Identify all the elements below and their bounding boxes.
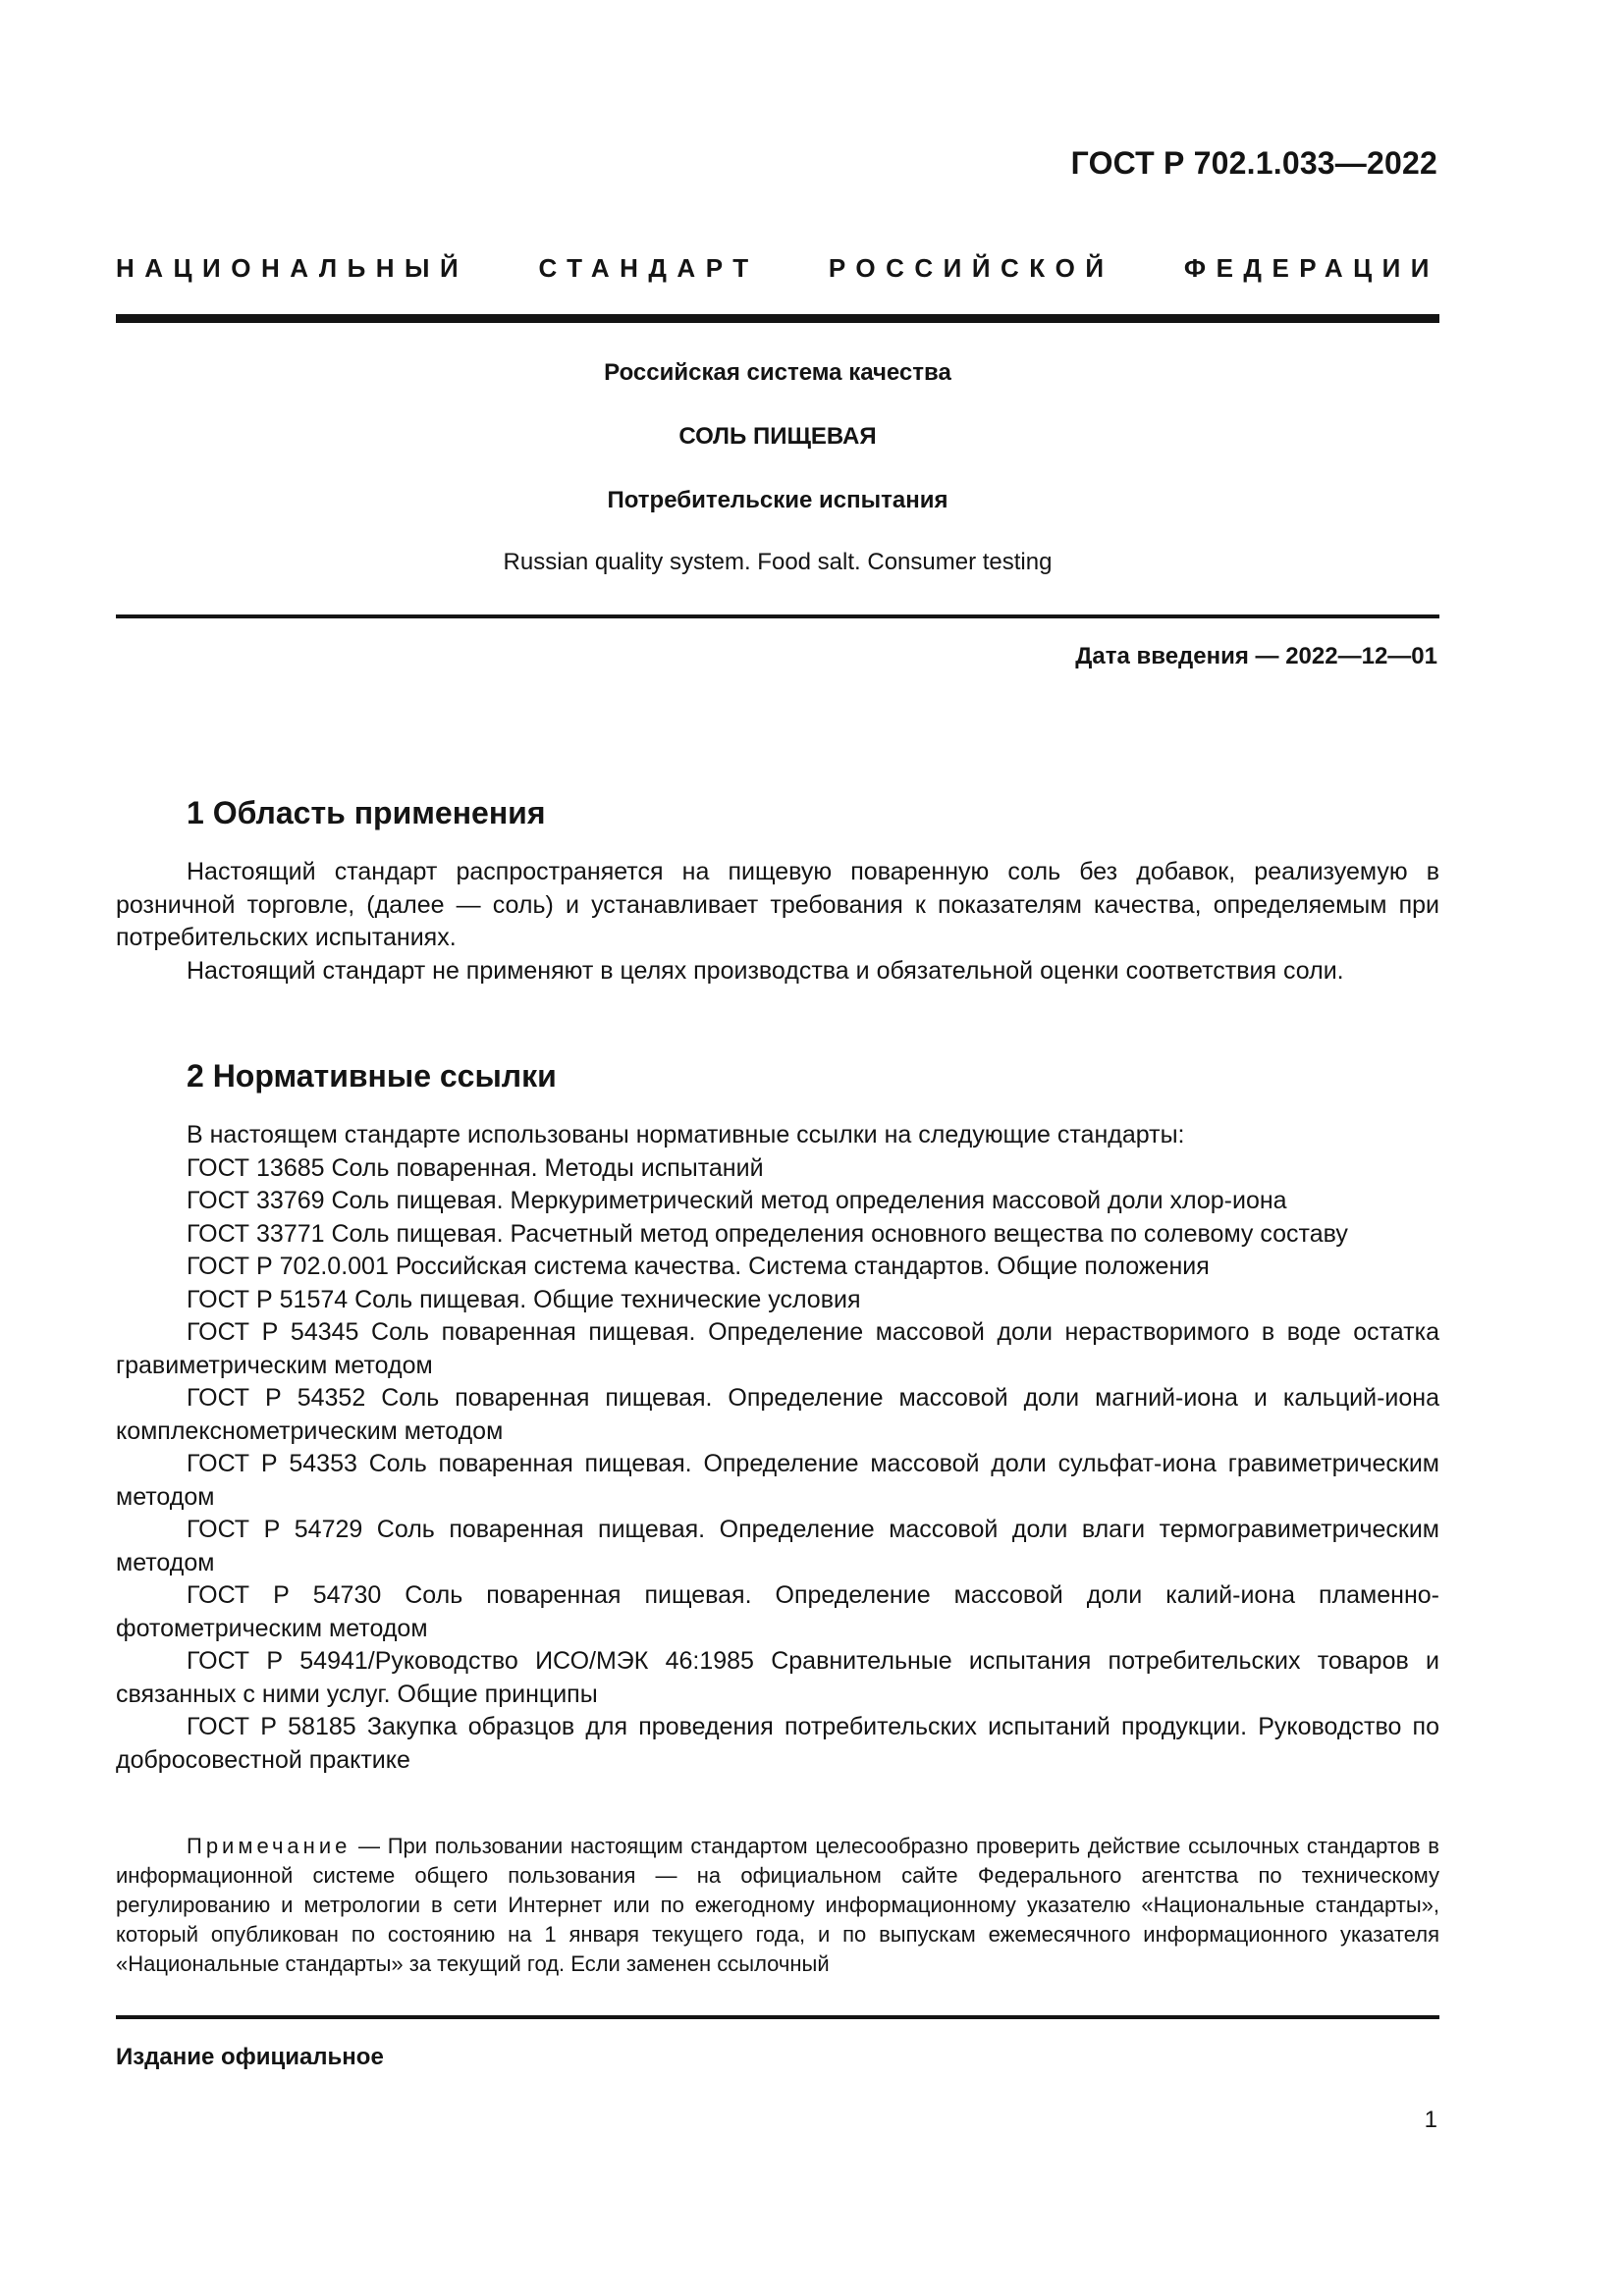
reference-item: ГОСТ 13685 Соль поваренная. Методы испытаний (187, 1153, 764, 1182)
official-edition-label: Издание официальное (116, 2044, 384, 2070)
footer-divider (116, 2015, 1439, 2019)
reference-item: ГОСТ Р 54941/Руководство ИСО/МЭК 46:1985 Сравнительные испытания потребительских товаров и связанных с ними услуг. Общие принципы (116, 1647, 1439, 1708)
reference-item: ГОСТ Р 54729 Соль поваренная пищевая. Определение массовой доли влаги термогравиметрическим методом (116, 1516, 1439, 1576)
introduction-date: Дата введения — 2022—12—01 (1075, 643, 1437, 669)
document-code: ГОСТ Р 702.1.033—2022 (1070, 145, 1437, 181)
reference-item: ГОСТ Р 702.0.001 Российская система качества. Система стандартов. Общие положения (187, 1253, 1210, 1280)
standard-title: СОЛЬ ПИЩЕВАЯ (678, 423, 877, 450)
reference-item: ГОСТ Р 58185 Закупка образцов для проведения потребительских испытаний продукции. Руководство по добросовестной практике (116, 1713, 1439, 1774)
paragraph: Настоящий стандарт распространяется на пищевую поваренную соль без добавок, реализуемую в розничной торговле, (далее — соль) и устанавливает требования к показателям качества, определяемым при потребительских испытаниях. (116, 858, 1439, 951)
standard-subtitle: Потребительские испытания (607, 487, 948, 513)
note-text: — При пользовании настоящим стандартом целесообразно проверить действие ссылочных стандартов в информационной системе общего пользования — на официальном сайте Федерального агентства по техническому регулированию и метрологии в сети Интернет или по ежегодному информационному указателю «Национальные стандарты», который опубликован по состоянию на 1 января текущего года, и по выпускам ежемесячного информационного указателя «Национальные стандарты» за текущий год. Если заменен ссылочный (116, 1834, 1439, 1976)
reference-item: ГОСТ 33769 Соль пищевая. Меркуриметрический метод определения массовой доли хлор-иона (187, 1187, 1287, 1214)
paragraph: Настоящий стандарт не применяют в целях производства и обязательной оценки соответствия соли. (187, 956, 1344, 985)
note-paragraph (116, 1832, 1439, 1979)
header-divider (116, 314, 1439, 323)
section-heading-scope: 1 Область применения (187, 795, 546, 830)
title-divider (116, 614, 1439, 618)
reference-item: ГОСТ Р 51574 Соль пищевая. Общие технические условия (187, 1285, 861, 1313)
national-standard-title: НАЦИОНАЛЬНЫЙ СТАНДАРТ РОССИЙСКОЙ ФЕДЕРАЦИИ (116, 253, 1439, 283)
paragraph: В настоящем стандарте использованы нормативные ссылки на следующие стандарты: (187, 1121, 1185, 1148)
reference-item: ГОСТ Р 54345 Соль поваренная пищевая. Определение массовой доли нерастворимого в воде остатка гравиметрическим методом (116, 1318, 1439, 1379)
references-section-body (116, 1119, 1439, 1777)
standard-subject: Российская система качества (604, 359, 951, 386)
scope-section-body (116, 856, 1439, 988)
english-title: Russian quality system. Food salt. Consumer testing (503, 549, 1053, 575)
page-number: 1 (1424, 2107, 1437, 2133)
reference-item: ГОСТ Р 54352 Соль поваренная пищевая. Определение массовой доли магний-иона и кальций-иона комплекснометрическим методом (116, 1384, 1439, 1445)
section-heading-references: 2 Нормативные ссылки (187, 1058, 557, 1094)
note-label: Примечание (187, 1834, 352, 1858)
reference-item: ГОСТ Р 54730 Соль поваренная пищевая. Определение массовой доли калий-иона пламенно-фотометрическим методом (116, 1581, 1439, 1642)
reference-item: ГОСТ 33771 Соль пищевая. Расчетный метод определения основного вещества по солевому составу (187, 1219, 1348, 1248)
reference-item: ГОСТ Р 54353 Соль поваренная пищевая. Определение массовой доли сульфат-иона гравиметрическим методом (116, 1450, 1439, 1511)
